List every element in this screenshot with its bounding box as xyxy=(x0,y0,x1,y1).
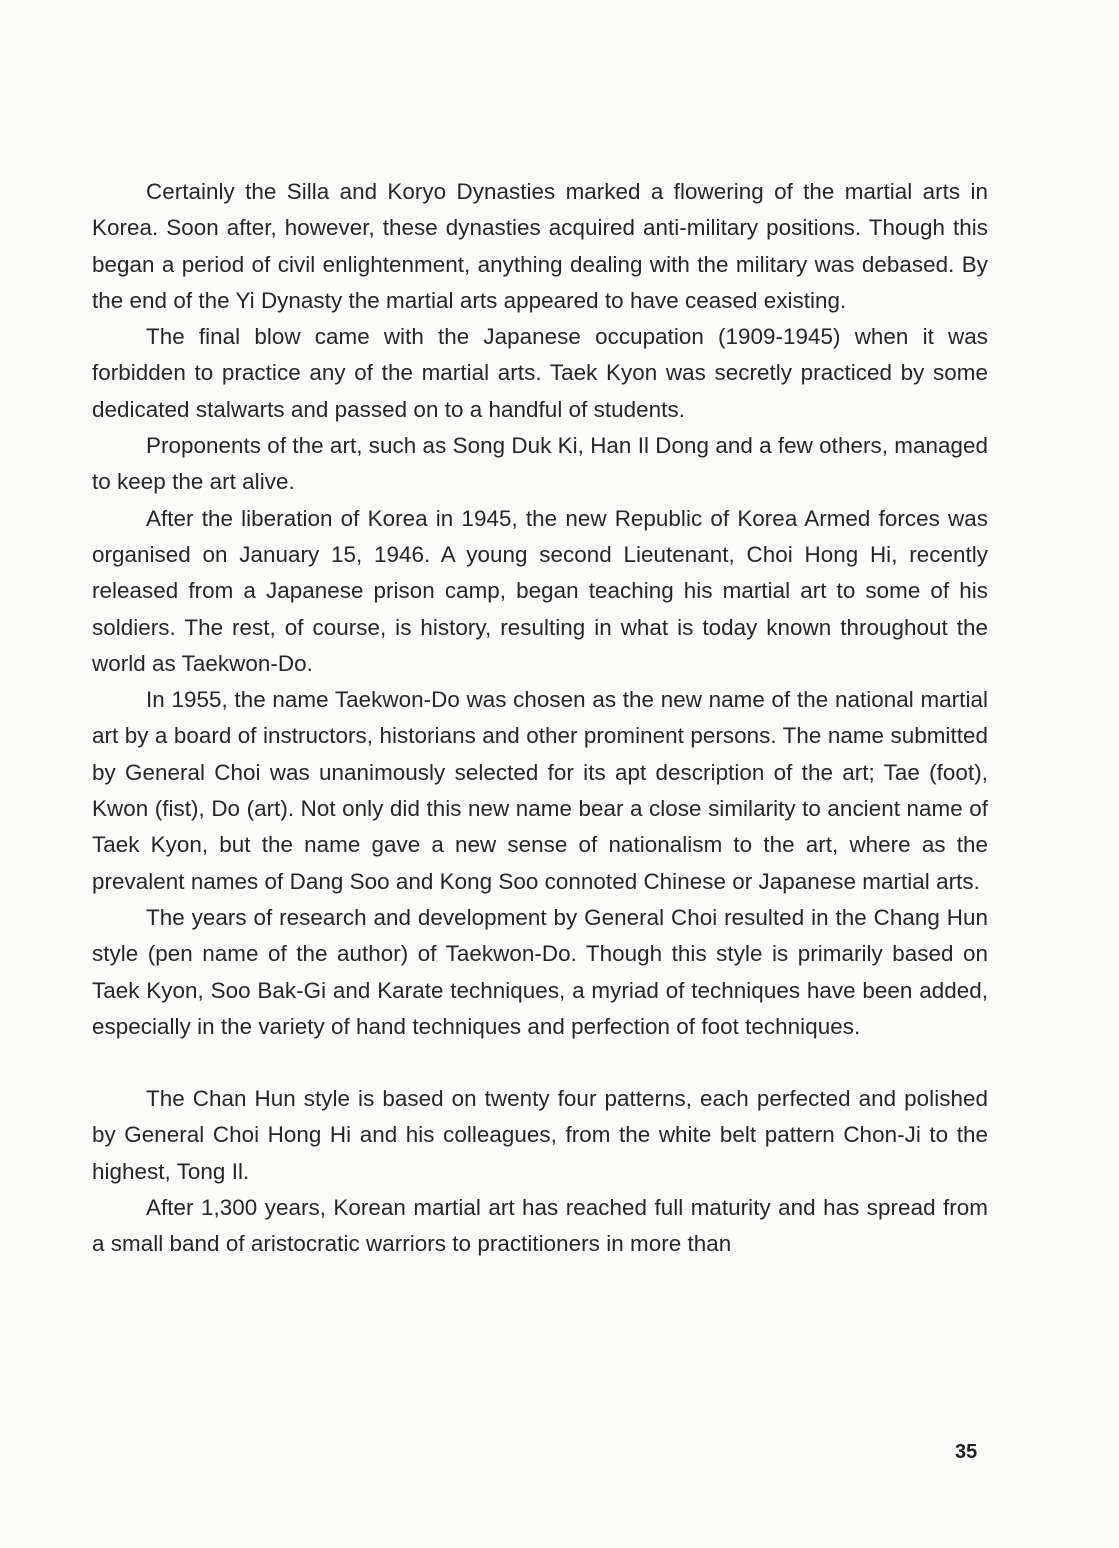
paragraph-japanese-occupation: The final blow came with the Japanese occupation (1909-1945) when it was forbidden to practice any of the martial arts. Taek Kyon was secretly practiced by some dedicated stalwarts and passed on to a handful of students. xyxy=(92,324,988,422)
paragraph-patterns: The Chan Hun style is based on twenty four patterns, each perfected and polished by General Choi Hong Hi and his colleagues, from the white belt pattern Chon-Ji to the highest, Tong Il. xyxy=(92,1086,988,1184)
paragraph-silla-koryo: Certainly the Silla and Koryo Dynasties marked a flowering of the martial arts in Korea. Soon after, however, these dynasties acquired anti-military positions. Though this began a period of civil enlightenment, anything dealing with the military was debased. By the end of the Yi Dynasty the martial arts appeared to have ceased existing. xyxy=(92,179,988,313)
paragraph-proponents: Proponents of the art, such as Song Duk Ki, Han Il Dong and a few others, managed to keep the art alive. xyxy=(92,433,988,495)
paragraph-maturity: After 1,300 years, Korean martial art has reached full maturity and has spread from a small band of aristocratic warriors to practitioners in more than xyxy=(92,1195,988,1257)
paragraph-liberation: After the liberation of Korea in 1945, the new Republic of Korea Armed forces was organised on January 15, 1946. A young second Lieutenant, Choi Hong Hi, recently released from a Japanese prison camp, began teaching his martial art to some of his soldiers. The rest, of course, is history, resulting in what is today known throughout the world as Taekwon-Do. xyxy=(92,505,988,676)
page-body xyxy=(92,174,988,1263)
paragraph-chang-hun-style: The years of research and development by General Choi resulted in the Chang Hun style (pen name of the author) of Taekwon-Do. Though this style is primarily based on Taek Kyon, Soo Bak-Gi and Karate techniques, a myriad of techniques have been added, especially in the variety of hand techniques and perfection of foot techniques. xyxy=(92,904,988,1039)
page-number: 35 xyxy=(955,1441,978,1463)
paragraph-gap xyxy=(92,1045,988,1081)
paragraph-naming-1955: In 1955, the name Taekwon-Do was chosen as the new name of the national martial art by a board of instructors, historians and other prominent persons. The name submitted by General Choi was unanimously selected for its apt description of the art; Tae (foot), Kwon (fist), Do (art). Not only did this new name bear a close similarity to ancient name of Taek Kyon, but the name gave a new sense of nationalism to the art, where as the prevalent names of Dang Soo and Kong Soo connoted Chinese or Japanese martial arts. xyxy=(92,687,988,894)
